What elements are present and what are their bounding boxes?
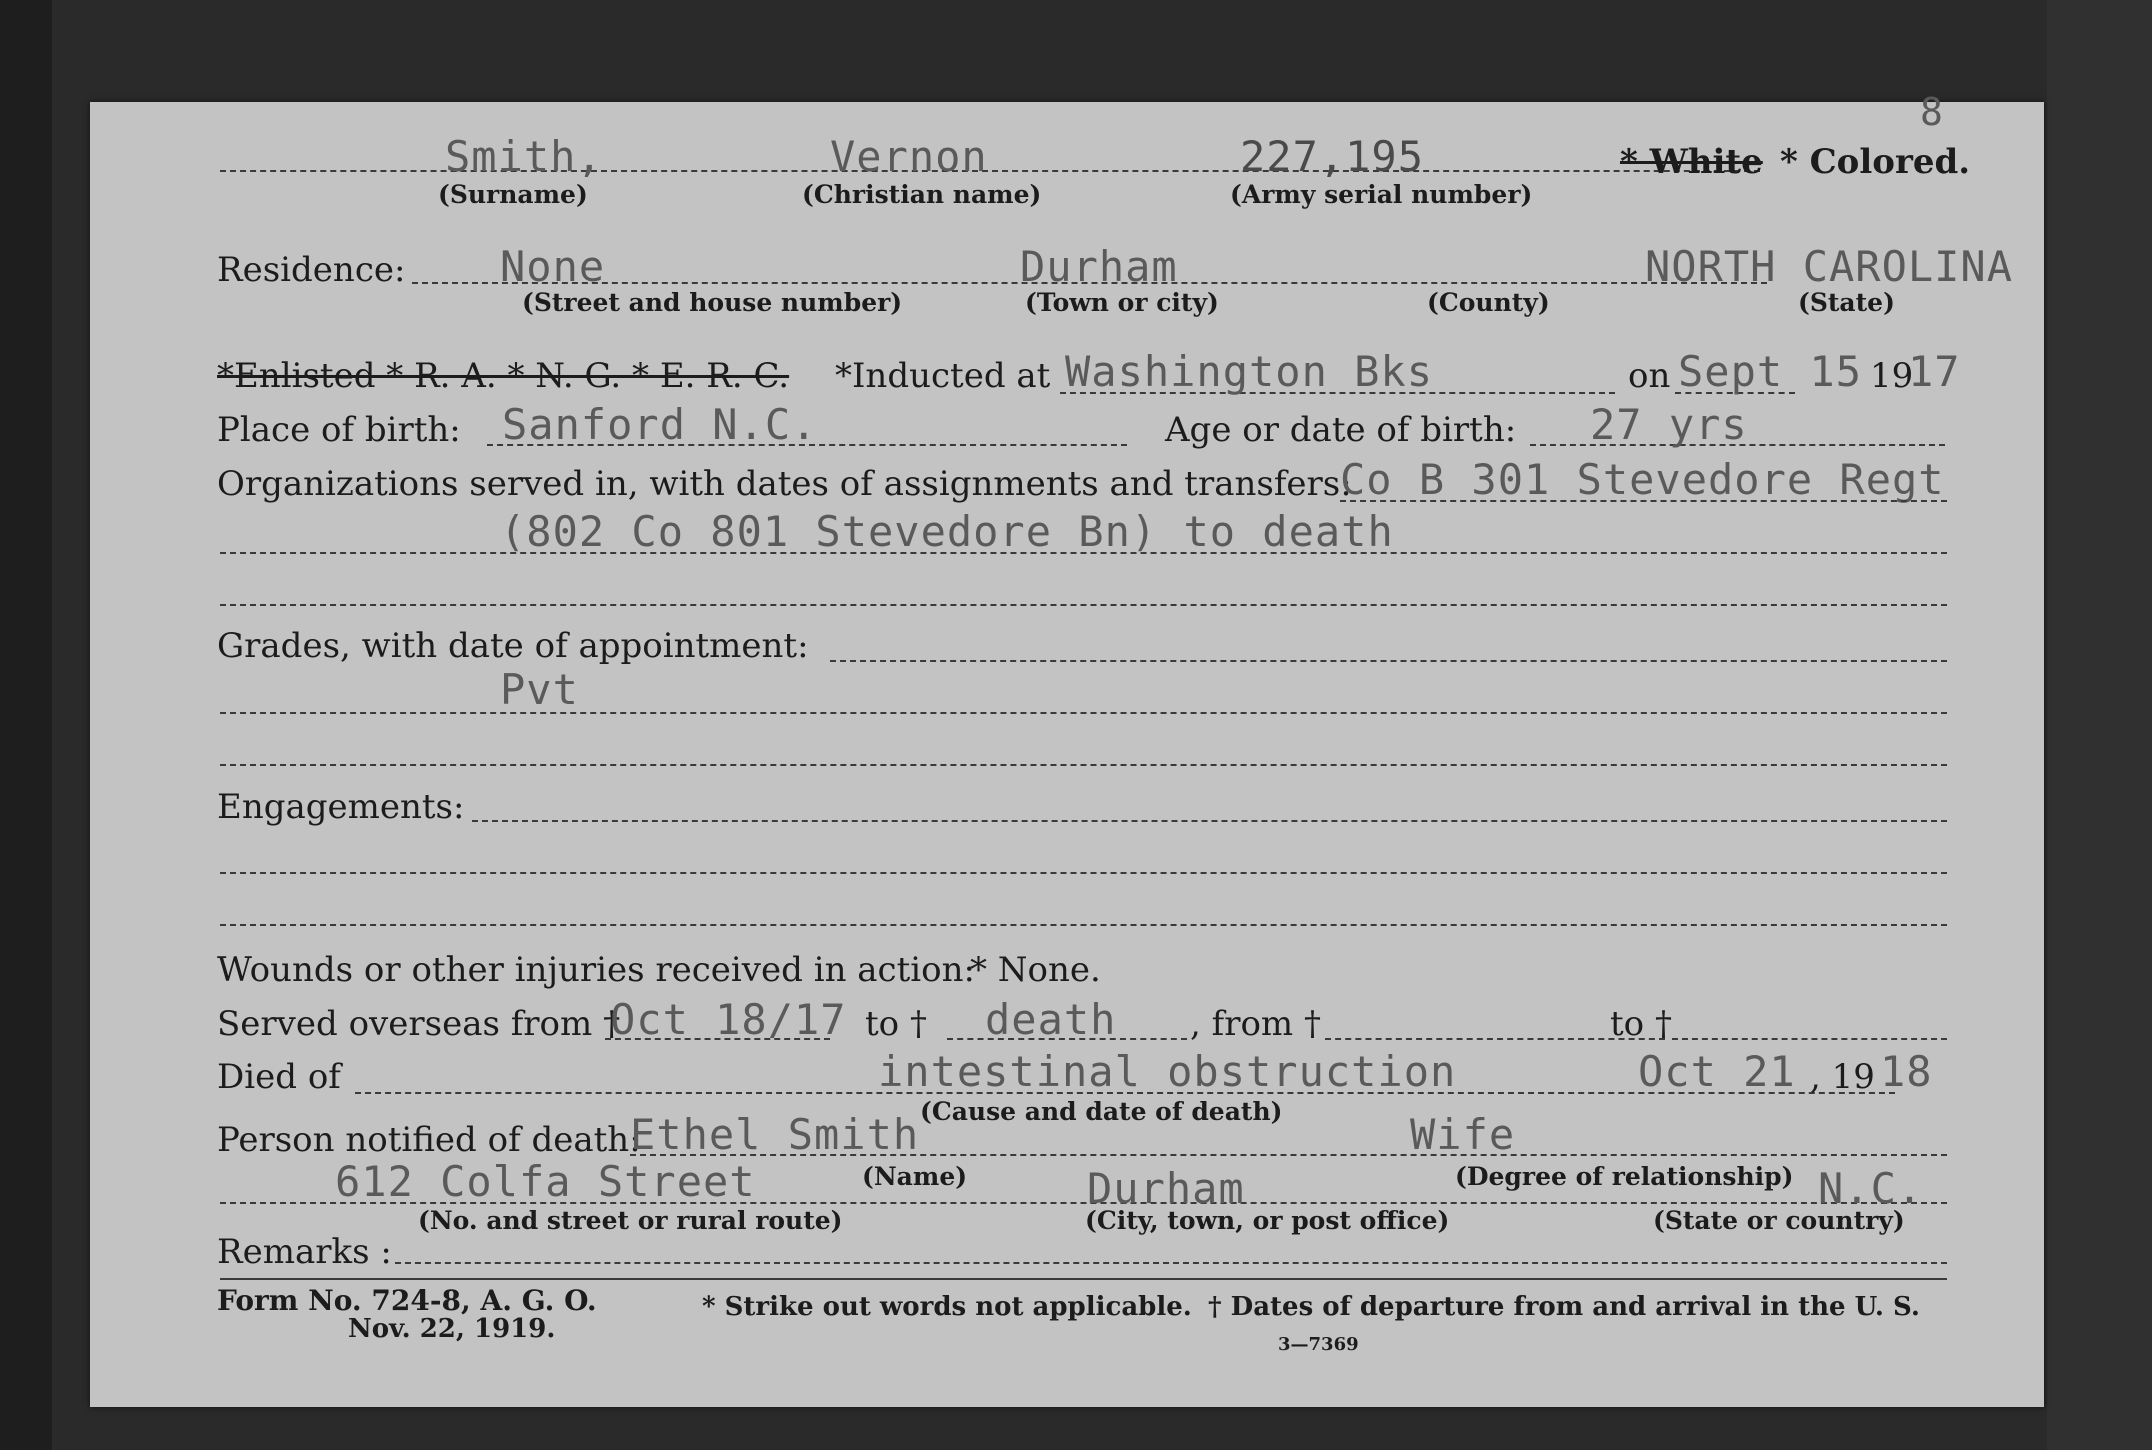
residence-label: Residence: — [217, 250, 406, 290]
death-caption: (Cause and date of death) — [920, 1097, 1283, 1126]
strike-out-note: * Strike out words not applicable. — [702, 1292, 1192, 1322]
inducted-year-prefix: 19 — [1870, 356, 1914, 396]
residence-town-value: Durham — [1020, 242, 1178, 291]
grades-line1 — [830, 660, 1947, 662]
page-number: 8 — [1920, 90, 1944, 134]
state-caption: (State) — [1798, 288, 1895, 317]
grades-line3 — [220, 764, 1947, 766]
overseas-label: Served overseas from † — [217, 1004, 621, 1044]
death-year-prefix: , 19 — [1810, 1057, 1875, 1097]
overseas-to2-line — [1672, 1038, 1947, 1040]
notified-name-caption: (Name) — [862, 1162, 968, 1191]
inducted-date-value: Sept 15 — [1678, 347, 1863, 396]
organizations-line1-value: Co B 301 Stevedore Regt — [1340, 455, 1945, 504]
overseas-to-label: to † — [865, 1004, 927, 1044]
overseas-from-value: Oct 18/17 — [610, 995, 847, 1044]
form-number: Form No. 724-8, A. G. O. — [217, 1284, 597, 1317]
christian-name-value: Vernon — [830, 132, 988, 181]
engagements-line3 — [220, 924, 1947, 926]
death-cause-value: intestinal obstruction — [878, 1047, 1457, 1096]
remarks-label: Remarks : — [217, 1232, 392, 1272]
enlisted-options-struck: *Enlisted * R. A. * N. G. * E. R. C. — [217, 356, 790, 396]
organizations-line2-value: (802 Co 801 Stevedore Bn) to death — [500, 507, 1394, 556]
relationship-value: Wife — [1410, 1110, 1516, 1159]
overseas-from2-label: , from † — [1190, 1004, 1321, 1044]
county-caption: (County) — [1427, 288, 1550, 317]
scan-right-border — [2047, 0, 2152, 1450]
age-value: 27 yrs — [1590, 400, 1748, 449]
notified-state-value: N.C. — [1818, 1164, 1924, 1213]
colored-option: * Colored. — [1780, 142, 1971, 182]
organizations-line2 — [220, 552, 1947, 554]
residence-street-value: None — [500, 242, 606, 291]
surname-caption: (Surname) — [438, 180, 588, 209]
inducted-on-label: on — [1628, 356, 1671, 396]
death-date-value: Oct 21 — [1638, 1047, 1796, 1096]
age-label: Age or date of birth: — [1165, 410, 1517, 450]
grades-label: Grades, with date of appointment: — [217, 626, 809, 666]
service-record-card — [90, 90, 2044, 1407]
overseas-to-value: death — [985, 995, 1117, 1044]
engagements-line2 — [220, 872, 1947, 874]
christian-name-caption: (Christian name) — [802, 180, 1042, 209]
notified-city-value: Durham — [1087, 1164, 1245, 1213]
overseas-from-line — [605, 1038, 830, 1040]
organizations-line3 — [220, 604, 1947, 606]
died-label: Died of — [217, 1057, 341, 1097]
serial-caption: (Army serial number) — [1230, 180, 1533, 209]
notified-state-caption: (State or country) — [1653, 1206, 1905, 1235]
relationship-caption: (Degree of relationship) — [1455, 1162, 1794, 1191]
grades-line2 — [220, 712, 1947, 714]
footer-rule — [220, 1278, 1947, 1280]
engagements-line1 — [472, 820, 1947, 822]
serial-number-value: 227,195 — [1240, 132, 1425, 181]
overseas-to2-label: to † — [1610, 1004, 1672, 1044]
surname-value: Smith, — [445, 132, 603, 181]
form-date: Nov. 22, 1919. — [348, 1314, 556, 1344]
wounds-value: * None. — [970, 950, 1101, 990]
death-year-value: 18 — [1880, 1047, 1933, 1096]
notified-city-caption: (City, town, or post office) — [1085, 1206, 1450, 1235]
notified-label: Person notified of death: — [217, 1120, 641, 1160]
town-caption: (Town or city) — [1025, 288, 1219, 317]
scan-left-border — [0, 0, 52, 1450]
wounds-label: Wounds or other injuries received in action: — [217, 950, 975, 990]
birth-place-label: Place of birth: — [217, 410, 461, 450]
residence-state-value: NORTH CAROLINA — [1645, 242, 2014, 291]
remarks-line — [395, 1262, 1947, 1264]
dates-note: † Dates of departure from and arrival in the U. S. — [1208, 1292, 1920, 1322]
notified-street-caption: (No. and street or rural route) — [418, 1206, 843, 1235]
notified-street-value: 612 Colfa Street — [335, 1157, 756, 1206]
print-code: 3—7369 — [1278, 1334, 1359, 1355]
engagements-label: Engagements: — [217, 787, 465, 827]
inducted-year-value: 17 — [1908, 347, 1961, 396]
organizations-line1 — [1340, 500, 1947, 502]
white-option: * White — [1620, 142, 1763, 182]
inducted-place-value: Washington Bks — [1065, 347, 1434, 396]
birth-place-value: Sanford N.C. — [502, 400, 818, 449]
notified-name-value: Ethel Smith — [630, 1110, 920, 1159]
inducted-label: *Inducted at — [835, 356, 1051, 396]
organizations-label: Organizations served in, with dates of assignments and transfers: — [217, 464, 1352, 504]
grades-value: Pvt — [500, 665, 579, 714]
street-caption: (Street and house number) — [522, 288, 903, 317]
